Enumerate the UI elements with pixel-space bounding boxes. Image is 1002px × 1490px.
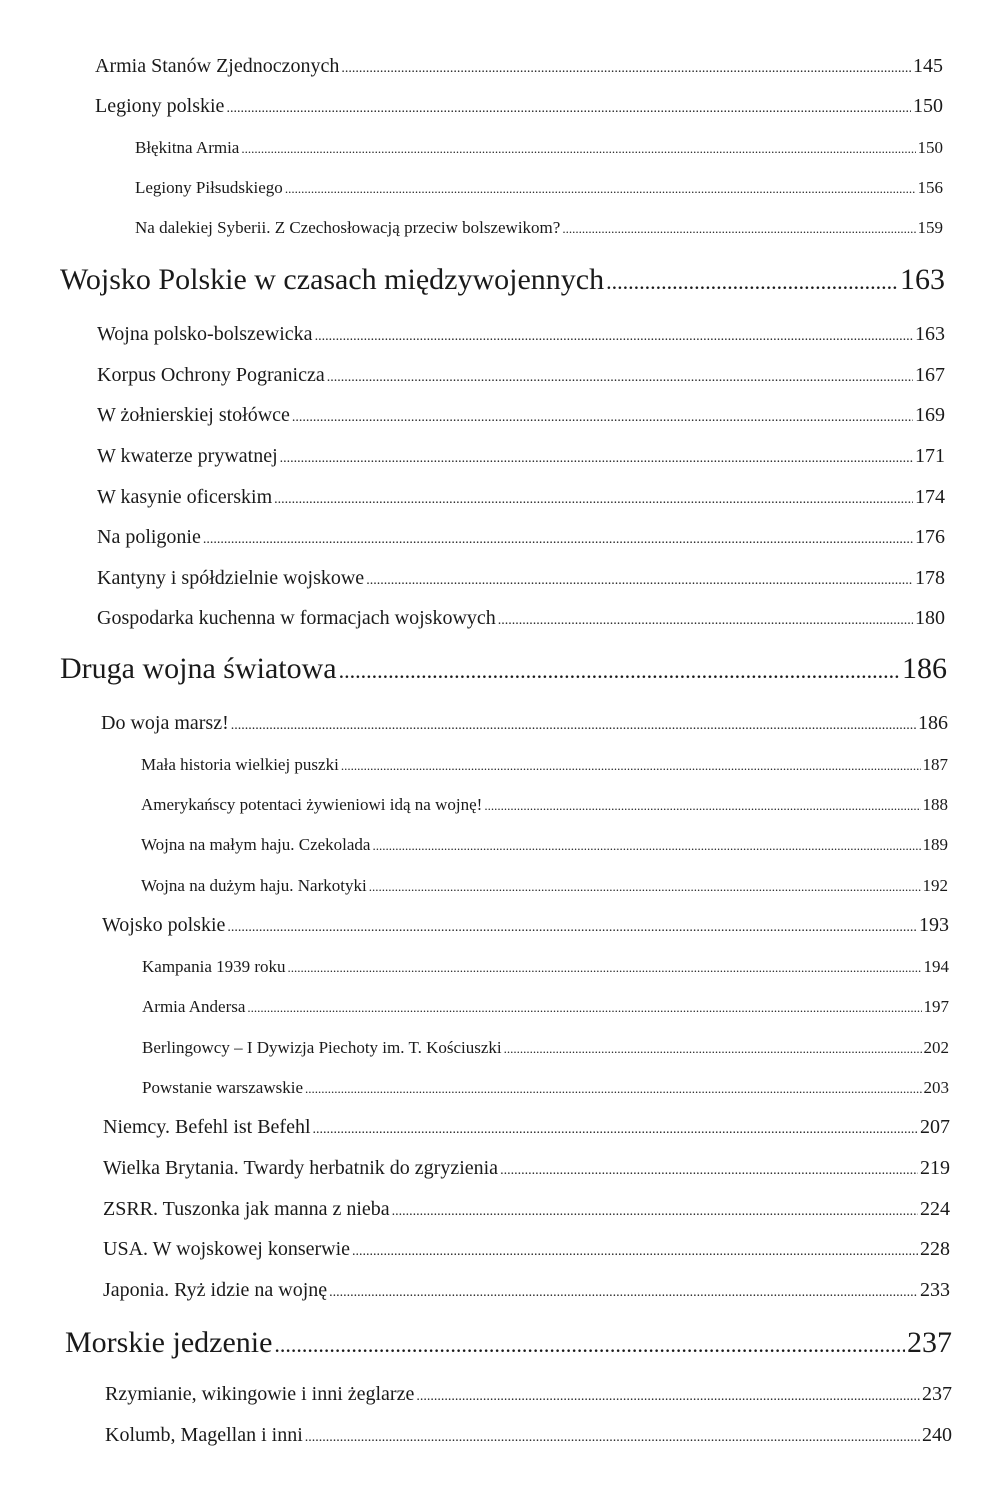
toc-entry xyxy=(97,526,945,549)
toc-label: Błękitna Armia xyxy=(135,138,240,157)
toc-chapter-title: Wojsko Polskie w czasach międzywojennych xyxy=(60,263,605,296)
toc-label: Wojna na małym haju. Czekolada xyxy=(141,835,371,854)
dot-leader xyxy=(416,1389,920,1405)
toc-page-number: 150 xyxy=(917,138,943,157)
dot-leader xyxy=(288,960,922,976)
toc-page-number: 207 xyxy=(920,1116,950,1138)
toc-entry xyxy=(103,1157,950,1180)
dot-leader xyxy=(274,492,913,508)
dot-leader xyxy=(372,838,920,854)
toc-entry xyxy=(105,1424,952,1447)
toc-page-number: 193 xyxy=(919,914,949,936)
dot-leader xyxy=(498,613,913,629)
toc-label: Legiony Piłsudskiego xyxy=(135,178,283,197)
toc-chapter xyxy=(65,1326,952,1360)
toc-page-number: 145 xyxy=(913,55,943,77)
toc-entry xyxy=(141,835,948,855)
toc-label: Na poligonie xyxy=(97,526,201,548)
toc-entry xyxy=(141,795,948,815)
toc-chapter xyxy=(60,652,947,686)
toc-label: Wojsko polskie xyxy=(102,914,226,936)
toc-page-number: 240 xyxy=(922,1424,952,1446)
toc-label: Do woja marsz! xyxy=(101,712,229,734)
toc-label: Kolumb, Magellan i inni xyxy=(105,1424,303,1446)
dot-leader xyxy=(562,221,915,237)
dot-leader xyxy=(231,718,916,734)
toc-entry xyxy=(97,607,945,630)
dot-leader xyxy=(280,451,913,467)
toc-page-number: 176 xyxy=(915,526,945,548)
toc-entry xyxy=(141,755,948,775)
toc-page-number: 203 xyxy=(923,1078,949,1097)
dot-leader xyxy=(247,1000,921,1016)
toc-entry xyxy=(142,1038,949,1058)
toc-label: Mała historia wielkiej puszki xyxy=(141,755,339,774)
toc-entry xyxy=(142,997,949,1017)
toc-entry xyxy=(141,876,948,896)
toc-label: Japonia. Ryż idzie na wojnę xyxy=(103,1279,328,1301)
toc-page-number: 202 xyxy=(923,1038,949,1057)
toc-page-number: 237 xyxy=(922,1383,952,1405)
toc-page-number: 224 xyxy=(920,1198,950,1220)
toc-label: Powstanie warszawskie xyxy=(142,1078,303,1097)
toc-page-number: 186 xyxy=(902,652,947,685)
toc-label: Na dalekiej Syberii. Z Czechosłowacją przeciw bolszewikom? xyxy=(135,218,561,237)
dot-leader xyxy=(341,758,921,774)
dot-leader xyxy=(484,798,920,814)
dot-leader xyxy=(352,1244,918,1260)
dot-leader xyxy=(392,1204,918,1220)
toc-entry xyxy=(101,712,948,735)
toc-page-number: 169 xyxy=(915,404,945,426)
toc-entry xyxy=(97,486,945,509)
toc-label: Legiony polskie xyxy=(95,95,225,117)
toc-chapter-title: Morskie jedzenie xyxy=(65,1326,273,1359)
dot-leader xyxy=(227,920,917,936)
toc-label: Wojna polsko-bolszewicka xyxy=(97,323,313,345)
toc-page-number: 150 xyxy=(913,95,943,117)
toc-entry xyxy=(142,957,949,977)
toc-label: Kampania 1939 roku xyxy=(142,957,286,976)
dot-leader xyxy=(313,1122,918,1138)
toc-page-number: 159 xyxy=(917,218,943,237)
toc-label: Kantyny i spółdzielnie wojskowe xyxy=(97,567,365,589)
toc-label: Amerykańscy potentaci żywieniowi idą na wojnę! xyxy=(141,795,483,814)
toc-label: Wojna na dużym haju. Narkotyki xyxy=(141,876,367,895)
toc-entry xyxy=(103,1198,950,1221)
dot-leader xyxy=(292,410,913,426)
dot-leader xyxy=(241,141,915,157)
toc-label: W kwaterze prywatnej xyxy=(97,445,278,467)
toc-page-number: 178 xyxy=(915,567,945,589)
dot-leader xyxy=(274,1332,905,1358)
toc-entry xyxy=(142,1078,949,1098)
toc-page-number: 228 xyxy=(920,1238,950,1260)
dot-leader xyxy=(305,1430,920,1446)
toc-entry xyxy=(105,1383,952,1406)
toc-entry xyxy=(97,445,945,468)
toc-page-number: 174 xyxy=(915,486,945,508)
toc-label: Armia Stanów Zjednoczonych xyxy=(95,55,340,77)
dot-leader xyxy=(327,370,913,386)
toc-label: Gospodarka kuchenna w formacjach wojskowych xyxy=(97,607,496,629)
toc-label: Niemcy. Befehl ist Befehl xyxy=(103,1116,311,1138)
dot-leader xyxy=(226,101,911,117)
dot-leader xyxy=(504,1041,922,1057)
toc-entry xyxy=(102,914,949,937)
toc-entry xyxy=(95,95,943,118)
toc-label: Korpus Ochrony Pogranicza xyxy=(97,364,325,386)
toc-chapter xyxy=(60,263,945,297)
toc-entry xyxy=(97,323,945,346)
toc-page-number: 192 xyxy=(922,876,948,895)
toc-page-number: 167 xyxy=(915,364,945,386)
toc-label: USA. W wojskowej konserwie xyxy=(103,1238,351,1260)
toc-entry xyxy=(103,1238,950,1261)
toc-chapter-title: Druga wojna światowa xyxy=(60,652,337,685)
toc-page-number: 187 xyxy=(922,755,948,774)
toc-label: Armia Andersa xyxy=(142,997,246,1016)
toc-page-number: 197 xyxy=(923,997,949,1016)
toc-entry xyxy=(95,55,943,78)
dot-leader xyxy=(315,329,913,345)
toc-page-number: 194 xyxy=(923,957,949,976)
toc-page-number: 189 xyxy=(922,835,948,854)
toc-entry xyxy=(135,218,943,238)
toc-page-number: 186 xyxy=(918,712,948,734)
toc-page-number: 237 xyxy=(907,1326,952,1359)
toc-entry xyxy=(97,364,945,387)
toc-entry xyxy=(135,178,943,198)
toc-label: Wielka Brytania. Twardy herbatnik do zgryzienia xyxy=(103,1157,499,1179)
toc-label: ZSRR. Tuszonka jak manna z nieba xyxy=(103,1198,390,1220)
toc-page-number: 233 xyxy=(920,1279,950,1301)
dot-leader xyxy=(203,532,913,548)
toc-label: W kasynie oficerskim xyxy=(97,486,273,508)
toc-page-number: 188 xyxy=(922,795,948,814)
toc-label: Rzymianie, wikingowie i inni żeglarze xyxy=(105,1383,415,1405)
toc-label: Berlingowcy – I Dywizja Piechoty im. T. Kościuszki xyxy=(142,1038,502,1057)
dot-leader xyxy=(369,879,921,895)
toc-page-number: 156 xyxy=(917,178,943,197)
toc-entry xyxy=(97,404,945,427)
toc-page-number: 171 xyxy=(915,445,945,467)
dot-leader xyxy=(329,1285,918,1301)
dot-leader xyxy=(606,269,898,295)
dot-leader xyxy=(339,658,900,684)
dot-leader xyxy=(500,1163,918,1179)
dot-leader xyxy=(366,573,913,589)
toc-entry xyxy=(135,138,943,158)
toc-entry xyxy=(103,1279,950,1302)
toc-page-number: 180 xyxy=(915,607,945,629)
toc-page-number: 163 xyxy=(915,323,945,345)
toc-entry xyxy=(97,567,945,590)
toc-page-number: 219 xyxy=(920,1157,950,1179)
dot-leader xyxy=(305,1081,922,1097)
toc-label: W żołnierskiej stołówce xyxy=(97,404,290,426)
dot-leader xyxy=(341,61,911,77)
toc-page-number: 163 xyxy=(900,263,945,296)
toc-entry xyxy=(103,1116,950,1139)
dot-leader xyxy=(285,181,916,197)
